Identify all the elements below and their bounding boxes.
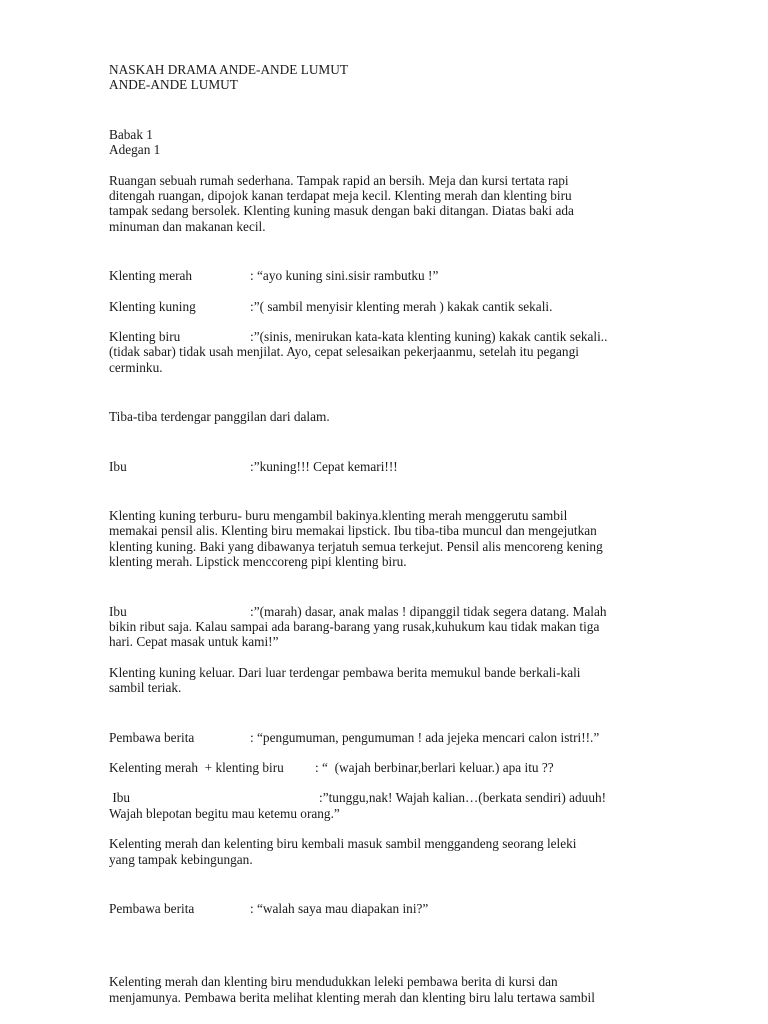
scene-description-3 <box>109 665 699 696</box>
speech-text: :”(sinis, menirukan kata-kata klenting kuning) kakak cantik sekali.. <box>250 329 608 345</box>
paragraph-line: Ruangan sebuah rumah sederhana. Tampak rapid an bersih. Meja dan kursi tertata rapi <box>109 172 569 188</box>
speech-text: : “walah saya mau diapakan ini?” <box>250 901 429 917</box>
paragraph-line: Klenting kuning keluar. Dari luar terdengar pembawa berita memukul bande berkali-kali <box>109 664 581 680</box>
speech-continuation: hari. Cepat masak untuk kami!” <box>109 634 279 650</box>
dialogue-line <box>109 299 699 314</box>
paragraph-line: Klenting kuning terburu- buru mengambil bakinya.klenting merah menggerutu sambil <box>109 508 568 524</box>
dialogue-line <box>109 901 699 916</box>
paragraph-line: Kelenting merah dan klenting biru mendudukkan leleki pembawa berita di kursi dan <box>109 974 558 990</box>
paragraph-line: Kelenting merah dan kelenting biru kembali masuk sambil menggandeng seorang leleki <box>109 836 577 852</box>
speaker-name: Klenting kuning <box>109 298 196 314</box>
speech-text: : “ayo kuning sini.sisir rambutku !” <box>250 268 439 284</box>
dialogue-line <box>109 329 699 344</box>
speech-text: :”(marah) dasar, anak malas ! dipanggil tidak segera datang. Malah <box>250 603 607 619</box>
dialogue-line <box>109 604 699 619</box>
scene-description-4 <box>109 836 699 867</box>
scene-description-5 <box>109 974 699 1005</box>
speech-text: :”kuning!!! Cepat kemari!!! <box>250 458 398 474</box>
dialogue-line <box>109 760 699 775</box>
paragraph-line: ditengah ruangan, dipojok kanan terdapat meja kecil. Klenting merah dan klenting biru <box>109 188 572 204</box>
speaker-name: Klenting biru <box>109 329 181 345</box>
document-subtitle: ANDE-ANDE LUMUT <box>109 77 238 93</box>
speaker-name: Pembawa berita <box>109 901 195 917</box>
speech-text: :”tunggu,nak! Wajah kalian…(berkata sendiri) aduuh! <box>319 790 607 806</box>
speech-continuation: cerminku. <box>109 359 163 375</box>
speaker-name: Pembawa berita <box>109 729 195 745</box>
stage-direction: Tiba-tiba terdengar panggilan dari dalam. <box>109 409 330 425</box>
dialogue-line <box>109 459 699 474</box>
paragraph-line: menjamunya. Pembawa berita melihat klenting merah dan klenting biru lalu tertawa sambil <box>109 989 595 1005</box>
paragraph-line: sambil teriak. <box>109 680 182 696</box>
speaker-name: Ibu <box>109 790 131 806</box>
paragraph-line: memakai pensil alis. Klenting biru memakai lipstick. Ibu tiba-tiba muncul dan mengejutkan <box>109 523 597 539</box>
speaker-name: Klenting merah <box>109 268 193 284</box>
scene-description-1 <box>109 173 699 235</box>
paragraph-line: yang tampak kebingungan. <box>109 851 253 867</box>
paragraph-line: klenting merah. Lipstick menccoreng pipi klenting biru. <box>109 554 407 570</box>
speech-continuation: Wajah blepotan begitu mau ketemu orang.” <box>109 805 340 821</box>
speech-continuation: bikin ribut saja. Kalau sampai ada barang-barang yang rusak,kuhukum kau tidak makan tiga <box>109 619 600 635</box>
document-title: NASKAH DRAMA ANDE-ANDE LUMUT <box>109 62 348 77</box>
babak-label: Babak 1 <box>109 126 153 142</box>
speech-continuation: (tidak sabar) tidak usah menjilat. Ayo, cepat selesaikan pekerjaanmu, setelah itu pegangi <box>109 344 579 360</box>
adegan-label: Adegan 1 <box>109 142 161 158</box>
speech-text: :”( sambil menyisir klenting merah ) kakak cantik sekali. <box>250 298 553 314</box>
dialogue-line <box>109 730 699 745</box>
dialogue-line <box>109 268 699 283</box>
scene-description-2 <box>109 508 699 570</box>
speaker-name: Kelenting merah + klenting biru <box>109 760 284 776</box>
speaker-name: Ibu <box>109 603 127 619</box>
speech-text: : “pengumuman, pengumuman ! ada jejeka mencari calon istri!!.” <box>250 729 600 745</box>
speech-text: : “ (wajah berbinar,berlari keluar.) apa itu ?? <box>315 760 554 776</box>
speaker-name: Ibu <box>109 458 127 474</box>
dialogue-line <box>109 790 699 805</box>
paragraph-line: tampak sedang bersolek. Klenting kuning masuk dengan baki ditangan. Diatas baki ada <box>109 203 574 219</box>
paragraph-line: klenting kuning. Baki yang dibawanya terjatuh semua terkejut. Pensil alis mencoreng kening <box>109 538 603 554</box>
script-page <box>109 62 699 1005</box>
paragraph-line: minuman dan makanan kecil. <box>109 218 266 234</box>
